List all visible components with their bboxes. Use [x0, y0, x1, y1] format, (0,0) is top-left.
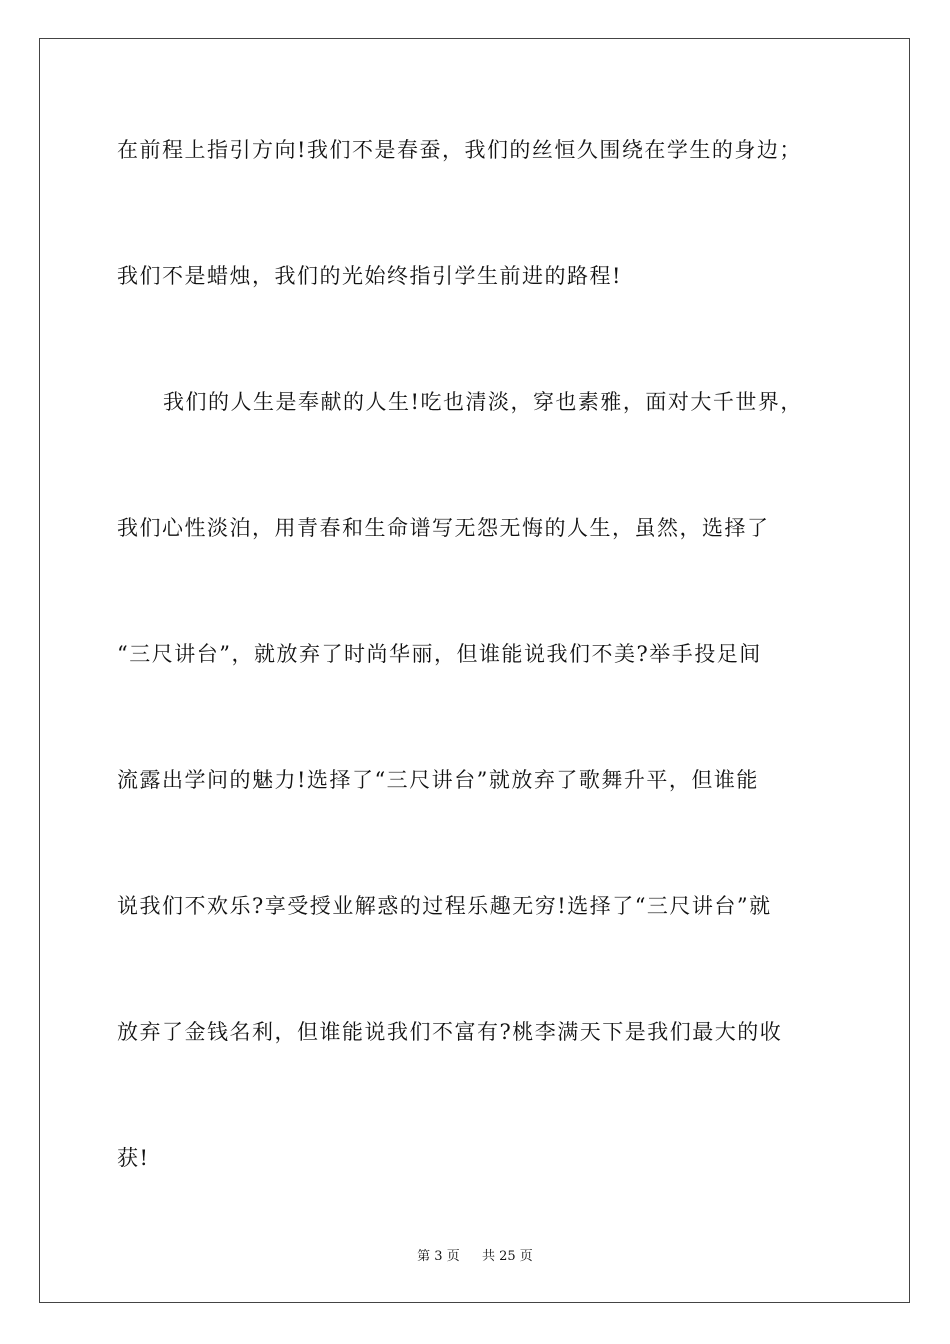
body-line-9: 获!: [117, 1146, 150, 1170]
body-line-5: “三尺讲台”，就放弃了时尚华丽，但谁能说我们不美?举手投足间: [117, 642, 762, 666]
body-line-8: 放弃了金钱名利，但谁能说我们不富有?桃李满天下是我们最大的收: [117, 1020, 783, 1044]
page-total: 共 25 页: [482, 1249, 533, 1264]
body-line-6: 流露出学问的魅力!选择了“三尺讲台”就放弃了歌舞升平，但谁能: [117, 768, 759, 792]
body-line-7: 说我们不欢乐?享受授业解惑的过程乐趣无穷!选择了“三尺讲台”就: [117, 894, 772, 918]
page-footer: [0, 1248, 950, 1266]
page-border: [39, 38, 910, 1303]
body-line-2: 我们不是蜡烛，我们的光始终指引学生前进的路程!: [117, 264, 622, 288]
body-line-4: 我们心性淡泊，用青春和生命谱写无怨无悔的人生，虽然，选择了: [117, 516, 770, 540]
body-line-1: 在前程上指引方向!我们不是春蚕，我们的丝恒久围绕在学生的身边；: [117, 138, 802, 162]
body-line-3: 我们的人生是奉献的人生!吃也清淡，穿也素雅，面对大千世界，: [163, 390, 803, 414]
page-number: 第 3 页: [417, 1249, 460, 1264]
